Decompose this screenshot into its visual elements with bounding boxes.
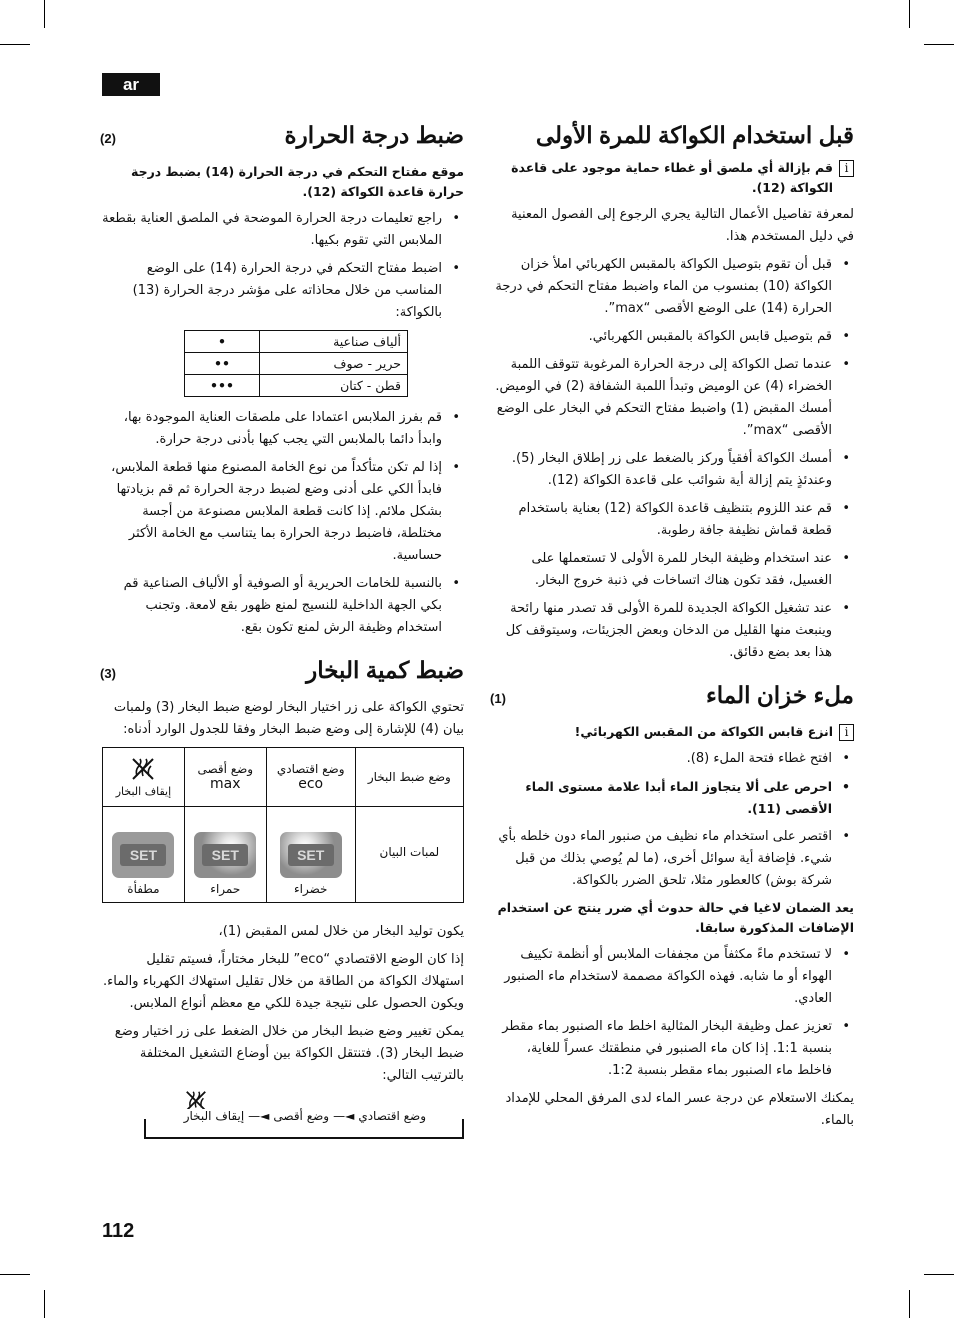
steam-setting-table: [102, 747, 464, 903]
table-row: [185, 353, 408, 375]
fill-list: [490, 748, 854, 892]
warning-text: يعد الضمان لاغيا في حالة حدوث أي ضرر ينتج عن استخدام الإضافات المذكورة سابقا.: [497, 900, 854, 935]
water-list: [490, 944, 854, 1082]
right-column: [490, 120, 854, 1138]
crop-mark: [0, 1274, 30, 1275]
fabric-cell: حرير - صوف: [260, 353, 408, 375]
state-cell-off: SET مطفأة: [103, 807, 185, 903]
page-number: 112: [102, 1220, 135, 1242]
info-icon: i: [839, 724, 854, 741]
list-item: • بالنسبة للخامات الحريرية أو الصوفية أو الألياف الصناعية قم بكي الجهة الداخلية للنسيج لمنع ظهور بقع لامعة. وتجنب استخدام وظيفة الرش لمنع تكون بقع.: [100, 573, 464, 639]
dots-cell: •: [185, 331, 260, 353]
list-item: • أمسك الكواكة أفقياً وركز بالضغط على زر إطلاق البخار (5). وعندئذٍ يتم إزالة أية شوائب على قاعدة الكواكة (12).: [490, 448, 854, 492]
max-label: max: [210, 776, 241, 792]
list-item: • قم عند اللزوم بتنظيف قاعدة الكواكة (12) بعناية باستخدام قطعة قماش نظيفة جافة رطوبة.: [490, 498, 854, 542]
paragraph: يمكن تغيير وضع ضبط البخار من خلال الضغط على زر اختيار وضع ضبط البخار (3). فتنتقل الكواكة بين أوضاع التشغيل المختلفة بالترتيب التالي:: [114, 1024, 464, 1083]
list-item: • لا تستخدم ماءً مكثفاً من مجففات الملابس أو أنظمة تكييف الهواء أو ما شابه. فهذه الكواكة مصممة لاستخدام ماء الصنبور العادي.: [490, 944, 854, 1010]
dots-cell: •••: [185, 375, 260, 397]
fabric-cell: قطن - كتان: [260, 375, 408, 397]
paragraph: يكون توليد البخار من خلال لمس المقبض (1)،: [218, 924, 464, 939]
note-remove-sticker: [490, 158, 854, 198]
intro-paragraph: موقع مفتاح التحكم في درجة الحرارة (14) بضبط درجة حرارة قاعدة الكواكة (12).: [130, 164, 464, 199]
figure-ref: (1): [490, 691, 506, 706]
state-cell-green: SET خضراء: [266, 807, 355, 903]
crop-mark: [0, 44, 30, 45]
fabric-cell: ألياف صناعية: [260, 331, 408, 353]
list-item: • قبل أن تقوم بتوصيل الكواكة بالمقبس الكهربائي املأ خزان الكواكة (10) بمنسوب من الماء واضبط مفتاح التحكم في درجة الحرارة (14) على الوضع الأقصى “max”.: [490, 254, 854, 320]
eco-label: eco: [298, 776, 324, 792]
first-use-list: [490, 254, 854, 664]
list-item: • قم بتوصيل قابس الكواكة بالمقبس الكهربائي.: [490, 326, 854, 348]
list-item: • راجع تعليمات درجة الحرارة الموضحة في الملصق العناية بقطعة الملابس التي تقوم بكيها.: [100, 208, 464, 252]
steam-intro: تحتوي الكواكة على زر اختيار البخار لوضع ضبط البخار (3) ولمبات بيان (4) للإشارة إلى وضع ضبط البخار وفقا للجدول الوارد أدناه:: [113, 700, 464, 737]
figure-ref: (3): [100, 666, 116, 681]
crop-mark: [909, 0, 910, 28]
left-column: [100, 120, 464, 1147]
section-title-text: ضبط كمية البخار: [306, 657, 464, 683]
header-cell: وضع أقصى max: [184, 748, 266, 807]
header-cell: وضع ضبط البخار: [355, 748, 463, 807]
crop-mark: [44, 0, 45, 28]
section-title-fill-tank: [490, 680, 854, 714]
section-title-text: ملء خزان الماء: [705, 682, 854, 708]
language-tab: ar: [102, 73, 160, 96]
fabric-table: [184, 330, 408, 397]
header-cell: إيقاف البخار: [103, 748, 185, 807]
state-cell-red: SET حمراء: [184, 807, 266, 903]
section-title-text: قبل استخدام الكواكة للمرة الأولى: [535, 122, 854, 148]
list-item: • عند استخدام وظيفة البخار للمرة الأولى لا تستعملها على الغسيل، فقد تكون هناك اتساخات في ذنبة خروج البخار.: [490, 548, 854, 592]
row-label-cell: لمبات البيان: [355, 807, 463, 903]
section-title-steam: [100, 655, 464, 689]
section-title-temperature: [100, 120, 464, 154]
crop-mark: [44, 1290, 45, 1318]
table-header-row: [103, 748, 464, 807]
set-button-lit: SET: [194, 832, 256, 878]
steam-cycle-diagram: [100, 1093, 464, 1147]
list-item: • قم بفرز الملابس اعتمادا على ملصقات العناية الموجودة بها، وابدأ دائما بالملابس التي يجب كيها بأدنى درجة حرارة.: [100, 407, 464, 451]
list-item: • اقتصر على استخدام ماء نظيف من صنبور الماء دون خلطه بأي شيء. فإضافة أية سوائل أخرى، (ما لم يُوصي بذلك من قبل شركة بوش) كالعطور مثلا، تلحق الضرر بالكواكة.: [490, 826, 854, 892]
paragraph: إذا كان الوضع الاقتصادي “eco” للبخار مختاراً، فسيتم تقليل استهلاك الكواكة من الطاقة من خلال تقليل استهلاك الكهرباء والماء. ويكون الحصول على نتيجة جيدة للكي مع معظم أنواع الملابس.: [103, 952, 464, 1011]
note-unplug: [490, 722, 854, 742]
arrow-left-icon: ◄—: [333, 1109, 355, 1123]
closing-paragraph: يمكنك الاستعلام عن درجة عسر الماء لدى المرفق المحلي للإمداد بالماء.: [505, 1091, 854, 1128]
set-button-off: SET: [112, 832, 174, 878]
table-row: [185, 375, 408, 397]
list-item: • تعزيز عمل وظيفة البخار المثالية اخلط ماء الصنبور بماء مقطر بنسبة 1:1. إذا كان ماء الصنبور في منطقتك عسراً للغاية، فاخلط ماء الصنبور بماء مقطر بنسبة 1:2.: [490, 1016, 854, 1082]
crop-mark: [924, 44, 954, 45]
list-item: • اضبط مفتاح التحكم في درجة الحرارة (14) على الوضع المناسب من خلال محاذاته على مؤشر درجة الحرارة (13) بالكواكة:: [100, 258, 464, 324]
section-title-first-use: [490, 120, 854, 150]
set-button-lit: SET: [280, 832, 342, 878]
note-text: قم بإزالة أي ملصق أو غطاء حماية موجود على قاعدة الكواكة (12).: [511, 160, 833, 195]
list-item: • افتح غطاء فتحة الملء (8).: [490, 748, 854, 770]
cycle-sequence: وضع اقتصادي ◄— وضع أقصى ◄— إيقاف البخار: [180, 1109, 430, 1123]
sorting-list: [100, 407, 464, 639]
section-title-text: ضبط درجة الحرارة: [284, 122, 464, 148]
crop-mark: [909, 1290, 910, 1318]
table-row: [185, 331, 408, 353]
intro-paragraph: لمعرفة تفاصيل الأعمال التالية يجري الرجوع إلى الفصول المعنية في دليل المستخدم هذا.: [511, 207, 854, 244]
temperature-list: [100, 208, 464, 324]
figure-ref: (2): [100, 131, 116, 146]
list-item: • عندما تصل الكواكة إلى درجة الحرارة المرغوبة تتوقف اللمبة الخضراء (4) عن الوميض وتبدأ اللمبة الشفافة (2) في الوميض. أمسك المقبض (1) واضبط مفتاح التحكم في البخار على الوضع الأقصى “max”.: [490, 354, 854, 442]
info-icon: i: [839, 160, 854, 177]
list-item: • احرص على ألا يتجاوز الماء أبدا علامة مستوى الماء الأقصى (11).: [490, 776, 854, 820]
list-item: • إذا لم تكن متأكداً من نوع الخامة المصنوع منها قطعة الملابس، فابدأ الكي على أدنى وضع لضبط درجة الحرارة ثم قم بزيادتها بشكل ملائم. إذا كانت قطعة الملابس مصنوعة من أجسة مختلطة، فاضبط درجة الحرارة بما يتناسب مع الخامة الأكثر حساسية.: [100, 457, 464, 567]
table-row: [103, 807, 464, 903]
arrow-left-icon: ◄—: [248, 1109, 270, 1123]
list-item: • عند تشغيل الكواكة الجديدة للمرة الأولى قد تصدر منها رائحة وينبعث منها القليل من الدخان وبعض الجزيئات، وسيتوقف كل هذا بعد بضع دقائق.: [490, 598, 854, 664]
crop-mark: [924, 1274, 954, 1275]
note-text: انزع قابس الكواكة من المقبس الكهربائي!: [574, 724, 833, 739]
dots-cell: ••: [185, 353, 260, 375]
steam-off-icon: [130, 756, 156, 782]
header-cell: وضع اقتصادي eco: [266, 748, 355, 807]
